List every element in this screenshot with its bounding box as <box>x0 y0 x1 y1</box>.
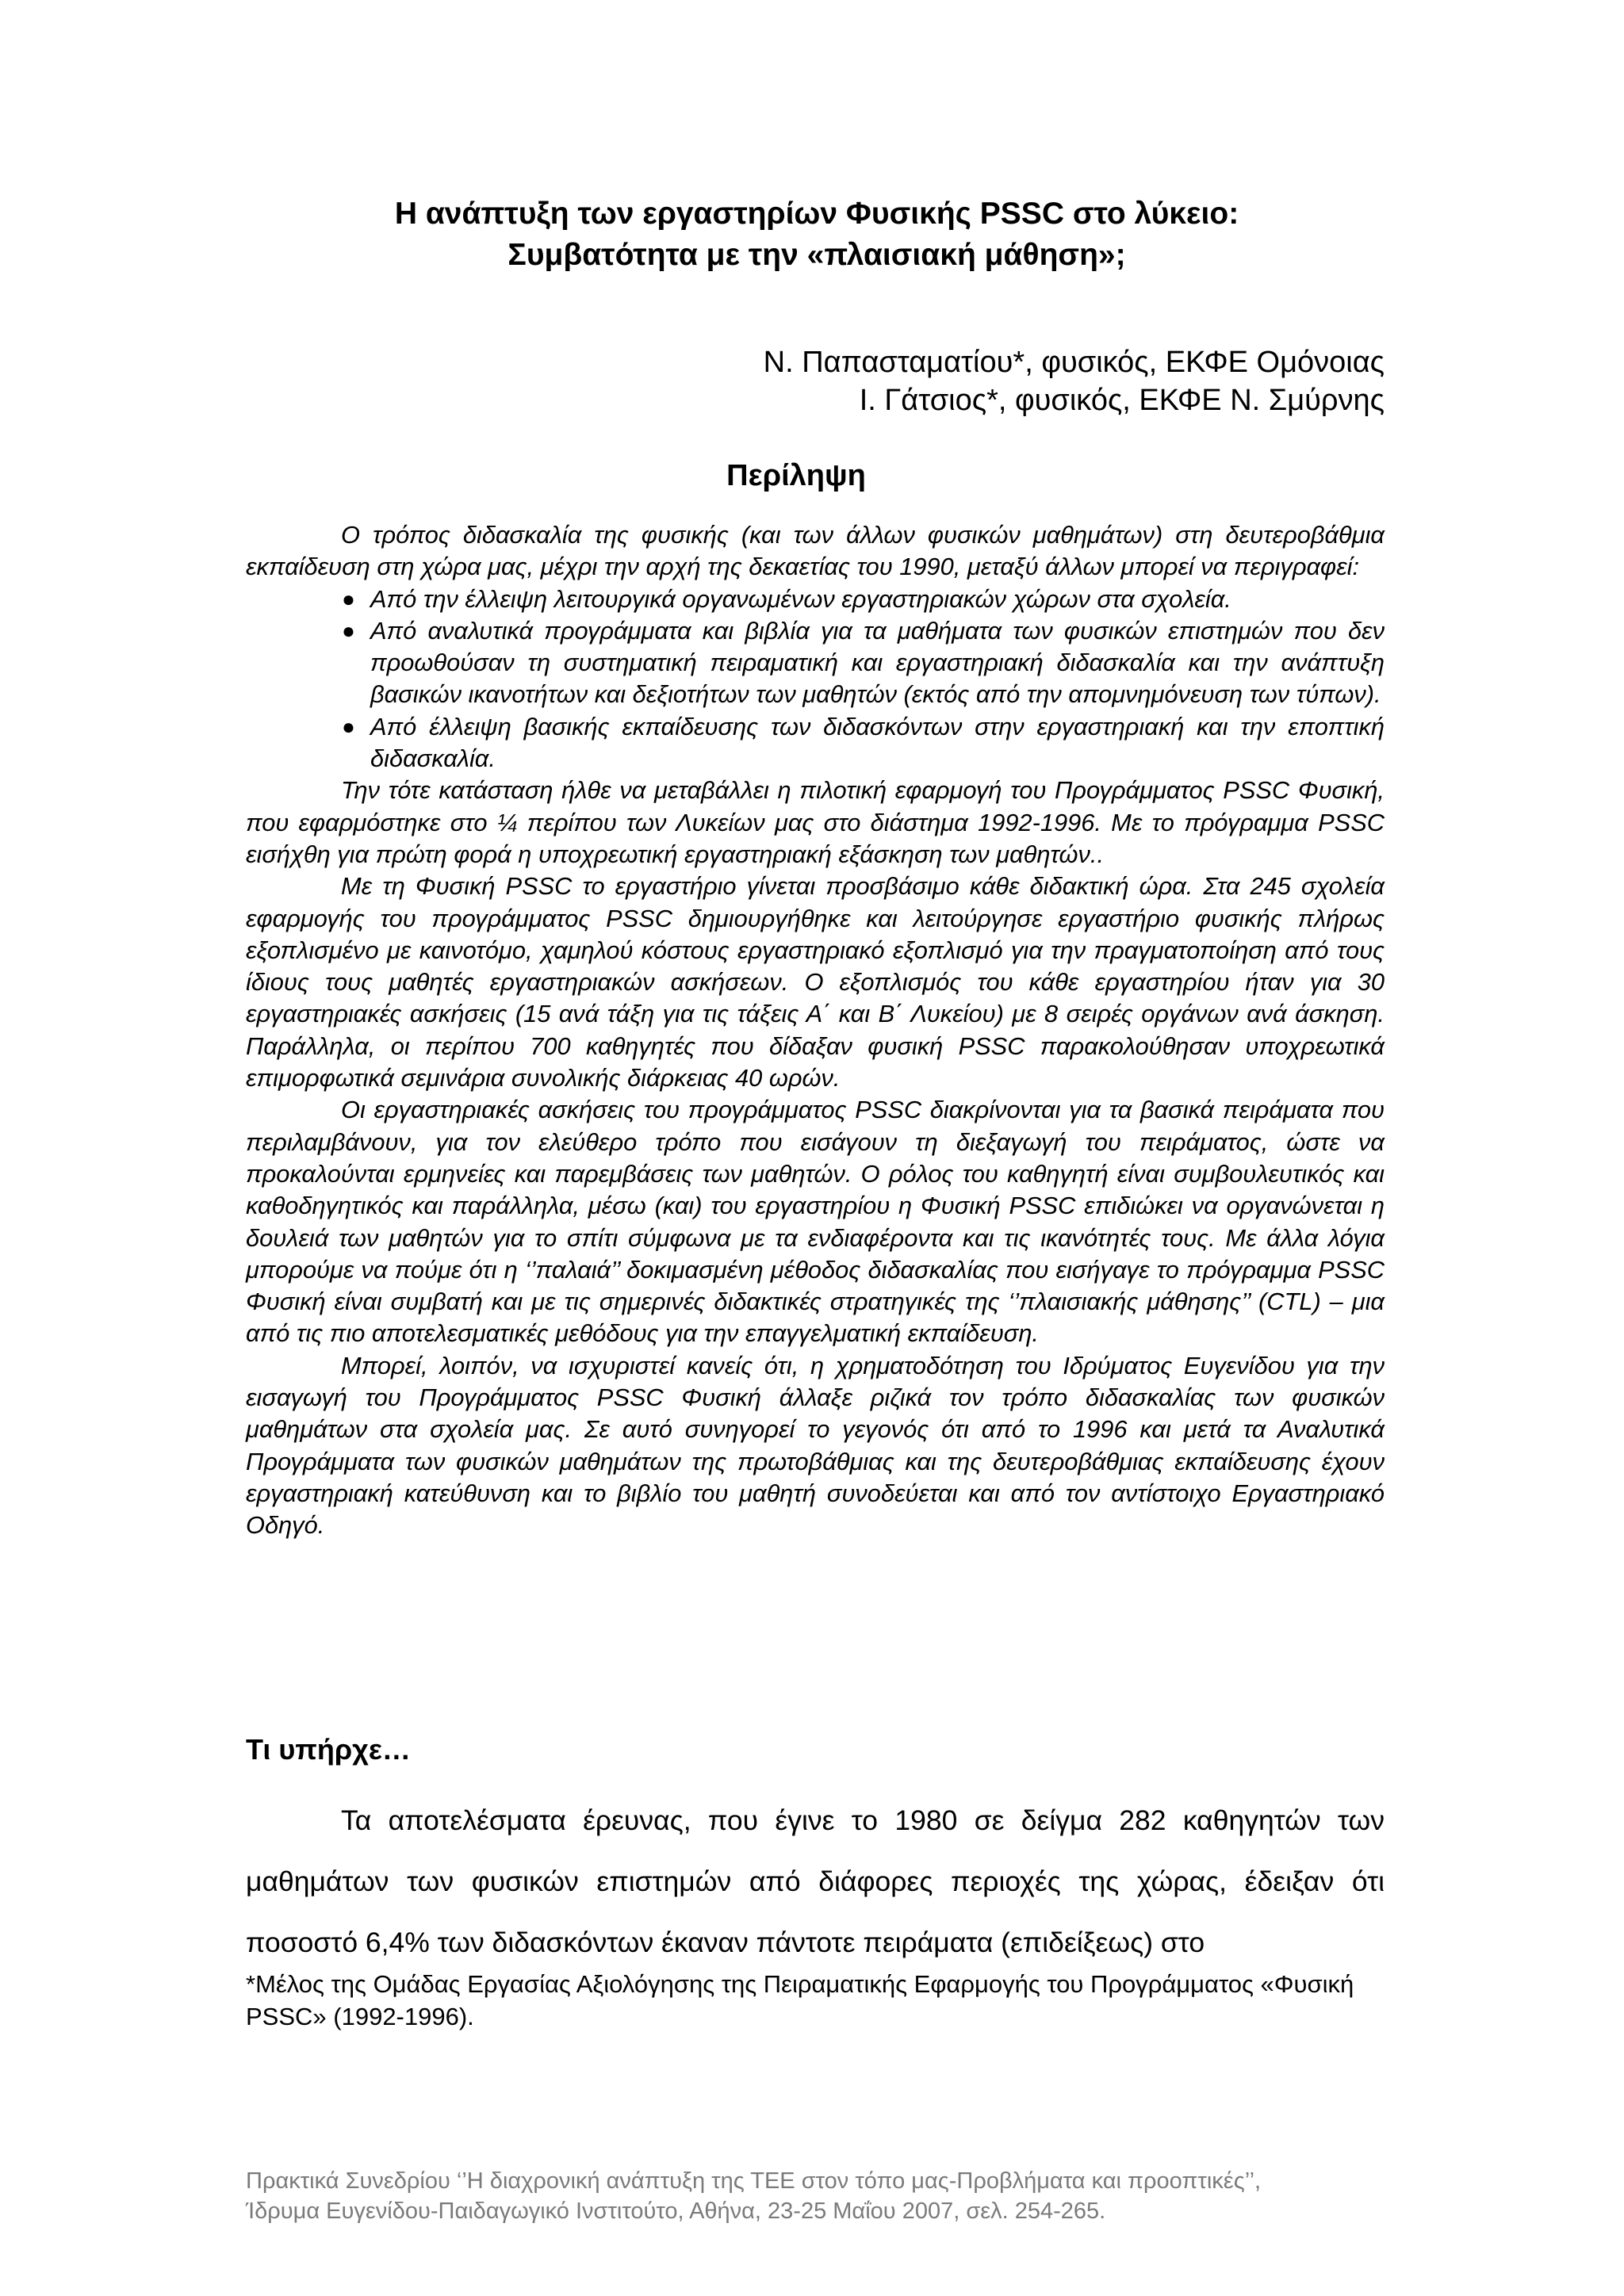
bullet-item: ● Από αναλυτικά προγράμματα και βιβλία για τα μαθήματα των φυσικών επιστημών που δεν προωθούσαν τη συστηματική πειραματική και εργαστηριακή διδασκαλία και την ανάπτυξη βασικών ικανοτήτων και δεξιοτήτων των μαθητών (εκτός από την απομνημόνευση των τύπων). <box>342 616 1385 709</box>
author-1: Ν. Παπασταματίου*, φυσικός, ΕΚΦΕ Ομόνοιας <box>763 346 1385 379</box>
abstract-paragraph: Την τότε κατάσταση ήλθε να μεταβάλλει η πιλοτική εφαρμογή του Προγράμματος PSSC Φυσική, που εφαρμόστηκε στο ¼ περίπου των Λυκείων μας στο διάστημα 1992-1996. Με το πρόγραμμα PSSC εισήχθη για πρώτη φορά η υποχρεωτική εργαστηριακή εξάσκηση των μαθητών.. <box>246 776 1385 868</box>
paper-title <box>246 193 1388 276</box>
abstract-intro: Ο τρόπος διδασκαλία της φυσικής (και των άλλων φυσικών μαθημάτων) στη δευτεροβάθμια εκπαίδευση στη χώρα μας, μέχρι την αρχή της δεκαετίας του 1990, μεταξύ άλλων μπορεί να περιγραφεί: <box>246 521 1385 581</box>
section-body <box>246 1790 1385 1973</box>
abstract-paragraph: Μπορεί, λοιπόν, να ισχυριστεί κανείς ότι, η χρηματοδότηση του Ιδρύματος Ευγενίδου για την εισαγωγή του Προγράμματος PSSC Φυσική άλλαξε ριζικά τον τρόπο διδασκαλίας των φυσικών μαθημάτων στα σχολεία μας. Σε αυτό συνηγορεί το γεγονός ότι από το 1996 και μετά τα Αναλυτικά Προγράμματα των φυσικών μαθημάτων της πρωτοβάθμιας και της δευτεροβάθμιας εκπαίδευσης έχουν εργαστηριακή κατεύθυνση και το βιβλίο του μαθητή συνοδεύεται και από τον αντίστοιχο Εργαστηριακό Οδηγό. <box>246 1351 1385 1540</box>
bullet-icon: ● <box>342 586 355 611</box>
abstract-paragraph: Οι εργαστηριακές ασκήσεις του προγράμματος PSSC διακρίνονται για τα βασικά πειράματα που περιλαμβάνουν, για τον ελεύθερο τρόπο που εισάγουν τη διεξαγωγή του πειράματος, ώστε να προκαλούνται ερμηνείες και παρεμβάσεις των μαθητών. Ο ρόλος του καθηγητή είναι συμβουλευτικός και καθοδηγητικός και παράλληλα, μέσω (και) του εργαστηρίου η Φυσική PSSC επιδιώκει να οργανώνεται η δουλειά των μαθητών για το σπίτι σύμφωνα με τα ενδιαφέροντα και τις ικανότητές τους. Με άλλα λόγια μπορούμε να πούμε ότι η ‘’παλαιά’’ δοκιμασμένη μέθοδος διδασκαλίας που εισήγαγε το πρόγραμμα PSSC Φυσική είναι συμβατή και με τις σημερινές διδακτικές στρατηγικές της ‘’πλαισιακής μάθησης’’ (CTL) – μια από τις πιο αποτελεσματικές μεθόδους για την επαγγελματική εκπαίδευση. <box>246 1096 1385 1348</box>
title-line-1: Η ανάπτυξη των εργαστηρίων Φυσικής PSSC στο λύκειο: <box>394 197 1239 231</box>
bullet-item: ● Από έλλειψη βασικής εκπαίδευσης των διδασκόντων στην εργαστηριακή και την εποπτική διδασκαλία. <box>342 712 1385 773</box>
bullet-icon: ● <box>342 714 355 739</box>
footnote: *Μέλος της Ομάδας Εργασίας Αξιολόγησης της Πειραματικής Εφαρμογής του Προγράμματος «Φυσική PSSC» (1992-1996). <box>246 1970 1354 2030</box>
abstract-body <box>246 519 1385 1542</box>
footer-line-1: Πρακτικά Συνεδρίου ‘’Η διαχρονική ανάπτυξη της ΤΕΕ στον τόπο μας-Προβλήματα και προοπτικές’’, <box>246 2168 1262 2194</box>
abstract-heading: Περίληψη <box>726 459 866 492</box>
section-heading: Τι υπήρχε… <box>246 1733 411 1766</box>
bullet-item: ● Από την έλλειψη λειτουργικά οργανωμένων εργαστηριακών χώρων στα σχολεία. <box>370 584 1385 615</box>
bullet-icon: ● <box>342 618 355 643</box>
page-footer <box>246 2166 1385 2226</box>
author-block <box>764 343 1385 419</box>
body-paragraph: Τα αποτελέσματα έρευνας, που έγινε το 1980 σε δείγμα 282 καθηγητών των μαθημάτων των φυσικών επιστημών από διάφορες περιοχές της χώρας, έδειξαν ότι ποσοστό 6,4% των διδασκόντων έκαναν πάντοτε πειράματα (επιδείξεως) στο <box>246 1804 1385 1958</box>
title-line-2: Συμβατότητα με την «πλαισιακή μάθηση»; <box>508 238 1126 272</box>
abstract-paragraph: Με τη Φυσική PSSC το εργαστήριο γίνεται προσβάσιμο κάθε διδακτική ώρα. Στα 245 σχολεία εφαρμογής του προγράμματος PSSC δημιουργήθηκε και λειτούργησε εργαστήριο φυσικής πλήρως εξοπλισμένο με καινοτόμο, χαμηλού κόστους εργαστηριακό εξοπλισμό για την πραγματοποίηση από τους ίδιους τους μαθητές εργαστηριακών ασκήσεων. Ο εξοπλισμός του κάθε εργαστηρίου ήταν για 30 εργαστηριακές ασκήσεις (15 ανά τάξη για τις τάξεις Α΄ και Β΄ Λυκείου) με 8 σειρές οργάνων ανά άσκηση. Παράλληλα, οι περίπου 700 καθηγητές που δίδαξαν φυσική PSSC παρακολούθησαν υποχρεωτικά επιμορφωτικά σεμινάρια συνολικής διάρκειας 40 ωρών. <box>246 872 1385 1093</box>
footer-line-2: Ίδρυμα Ευγενίδου-Παιδαγωγικό Ινστιτούτο, Αθήνα, 23-25 Μαΐου 2007, σελ. 254-265. <box>246 2198 1106 2224</box>
abstract-bullet-list <box>246 584 1385 775</box>
author-2: Ι. Γάτσιος*, φυσικός, ΕΚΦΕ Ν. Σμύρνης <box>859 384 1385 417</box>
